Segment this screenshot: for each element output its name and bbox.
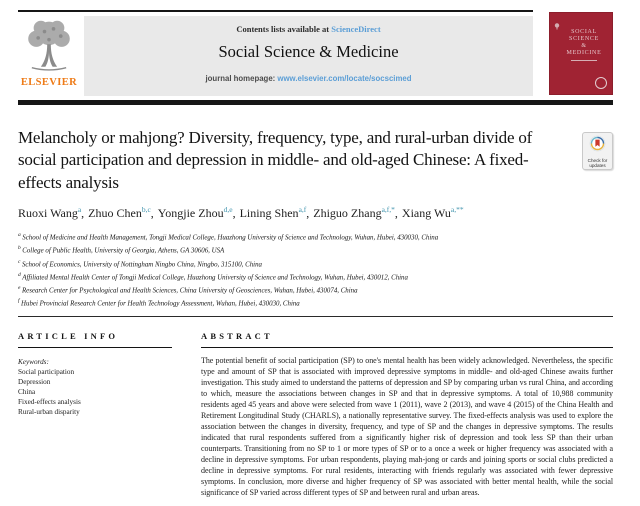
abstract-text: The potential benefit of social participation (SP) to one's mental health has been widely acknowledged. Nevertheless, the specific type and amount of SP that is associated with improved depressive symptoms in middle- and old-aged Chinese awaits further investigation. This study aimed to understand the patterns of depression and SP by comparing urban vs rural China, and according to which, measure the associations between changes in SP and that in depressive symptoms. A total of 10,988 community residents aged 45 years and above were selected from wave 1 (2011), wave 2 (2013), and wave 4 (2015) of the China Health and Retirement Longitudinal Study (CHARLS), a nationally representative survey. The fixed-effects analysis was used to explore the association between the changes in diversity, frequency, and type of SP and the changes in depressive symptoms. The results indicated that rural respondents suffered from a significantly higher risk of depression and took less SP than their urban counterparts. Transitioning from no SP to 1 or more types of SP or to a once a week or higher frequency was associated with a decline in depressive symptoms. For urban respondents, playing mah-jong or cards and joining sports or social clubs predicted a decline in depressive symptoms. For rural residents, interacting with friends regularly was associated with fewer depressive symptoms. In conclusion, more diverse and higher frequency of SP was associated with better mental health, while the social significance of SP varied across different types of SP and between rural and urban areas. (201, 355, 613, 497)
affiliation-marker: f (18, 298, 20, 305)
author-separator: , (394, 206, 398, 220)
author-affil-sup: d,e (223, 205, 233, 214)
abstract-column (201, 331, 613, 498)
contents-line (84, 24, 533, 34)
crossmark-icon (589, 135, 606, 157)
affiliation-list (18, 230, 613, 310)
affiliation-text: Hubei Provincial Research Center for Health Technology Assessment, Wuhan, Hubei, 430030, China (21, 300, 300, 308)
affiliation-line (18, 296, 613, 309)
header-left (18, 10, 533, 96)
affiliation-line (18, 270, 613, 283)
cover-underline (571, 60, 597, 61)
affiliation-marker: e (18, 285, 21, 292)
check-for-updates-badge[interactable] (582, 132, 613, 170)
author-name: Ruoxi Wang (18, 206, 78, 220)
elsevier-logo (18, 16, 80, 96)
author (88, 206, 158, 220)
journal-cover-thumbnail (549, 12, 613, 95)
article-info-column (18, 331, 172, 498)
author (313, 206, 402, 220)
cover-title-line: & (581, 43, 587, 49)
badge-text-line: Check for (587, 157, 608, 163)
author-name: Xiang Wu (401, 206, 451, 220)
keyword-item: Rural-urban disparity (18, 407, 80, 416)
keyword-item: Fixed-effects analysis (18, 397, 81, 406)
author-separator: , (81, 206, 85, 220)
affiliation-text: College of Public Health, University of Georgia, Athens, GA 30606, USA (22, 247, 225, 255)
keyword-item: China (18, 387, 36, 396)
affiliation-marker: b (18, 245, 21, 252)
cover-title-line: SCIENCE (569, 36, 599, 42)
affiliation-line (18, 283, 613, 296)
author (18, 206, 88, 220)
author-separator: , (150, 206, 154, 220)
homepage-line (84, 74, 533, 83)
journal-title: Social Science & Medicine (218, 42, 399, 61)
contents-prefix: Contents lists available at (236, 24, 330, 34)
affiliation-text: School of Economics, University of Nottingham Ningbo China, Ningbo, 315100, China (21, 260, 262, 268)
author-list (18, 205, 613, 221)
badge-text-line: updates (589, 162, 606, 168)
journal-header (18, 10, 613, 96)
author-affil-sup: a,f (298, 205, 307, 214)
cover-title-line: SOCIAL (571, 29, 597, 35)
author-name: Yongjie Zhou (157, 206, 224, 220)
affiliation-marker: a (18, 232, 21, 238)
keyword-item: Depression (18, 377, 51, 386)
author-affil-sup: a (77, 205, 82, 214)
keywords-block (18, 357, 172, 417)
author-name: Zhiguo Zhang (313, 206, 382, 220)
elsevier-wordmark: ELSEVIER (20, 77, 78, 88)
cover-title (562, 29, 606, 61)
author-affil-sup: b,c (141, 205, 151, 214)
author-name: Zhuo Chen (88, 206, 142, 220)
affiliation-text: Research Center for Psychological and Health Sciences, China University of Geosciences, Wuhan, Hubei, 430074, China (21, 287, 358, 295)
sciencedirect-link[interactable]: ScienceDirect (331, 24, 381, 34)
affiliation-line (18, 243, 613, 256)
homepage-label: journal homepage: (205, 74, 276, 83)
author-affil-sup: a,** (450, 205, 464, 214)
article-info-heading: ARTICLE INFO (18, 330, 119, 341)
abstract-rule (201, 347, 613, 348)
abstract-heading: ABSTRACT (201, 330, 273, 341)
affiliation-line (18, 230, 613, 243)
author (402, 206, 468, 220)
affiliation-line (18, 257, 613, 270)
affiliation-marker: c (18, 258, 21, 265)
author (240, 206, 314, 220)
article-title: Melancholy or mahjong? Diversity, frequency, type, and rural-urban divide of social participation and depression in middle- and old-aged Chinese: A fixed-effects analysis (18, 127, 533, 192)
keywords-label: Keywords: (18, 357, 49, 366)
affiliation-marker: d (18, 271, 21, 278)
affiliation-text: School of Medicine and Health Management, Tongji Medical College, Huazhong University of Science and Technology, Wuhan, Hubei, 430030, China (22, 234, 439, 242)
author-separator: , (232, 206, 236, 220)
cover-title-line: MEDICINE (566, 50, 602, 56)
keyword-item: Social participation (18, 367, 75, 376)
author-affil-sup: a,f,* (381, 205, 395, 214)
homepage-url-link[interactable]: www.elsevier.com/locate/socscimed (277, 74, 412, 83)
cover-emblem-icon (595, 77, 607, 89)
cover-mini-tree-icon (554, 17, 560, 24)
elsevier-tree-icon (21, 61, 77, 78)
section-divider-rule (18, 316, 613, 317)
journal-banner (84, 16, 533, 96)
author-name: Lining Shen (239, 206, 299, 220)
affiliation-text: Affiliated Mental Health Center of Tongji Medical College, Huazhong University of Science and Technology, Wuhan, Hubei, 430012, China (22, 274, 408, 282)
header-thick-rule (18, 100, 613, 105)
author-separator: , (306, 206, 310, 220)
author (158, 206, 240, 220)
article-info-rule (18, 347, 172, 348)
